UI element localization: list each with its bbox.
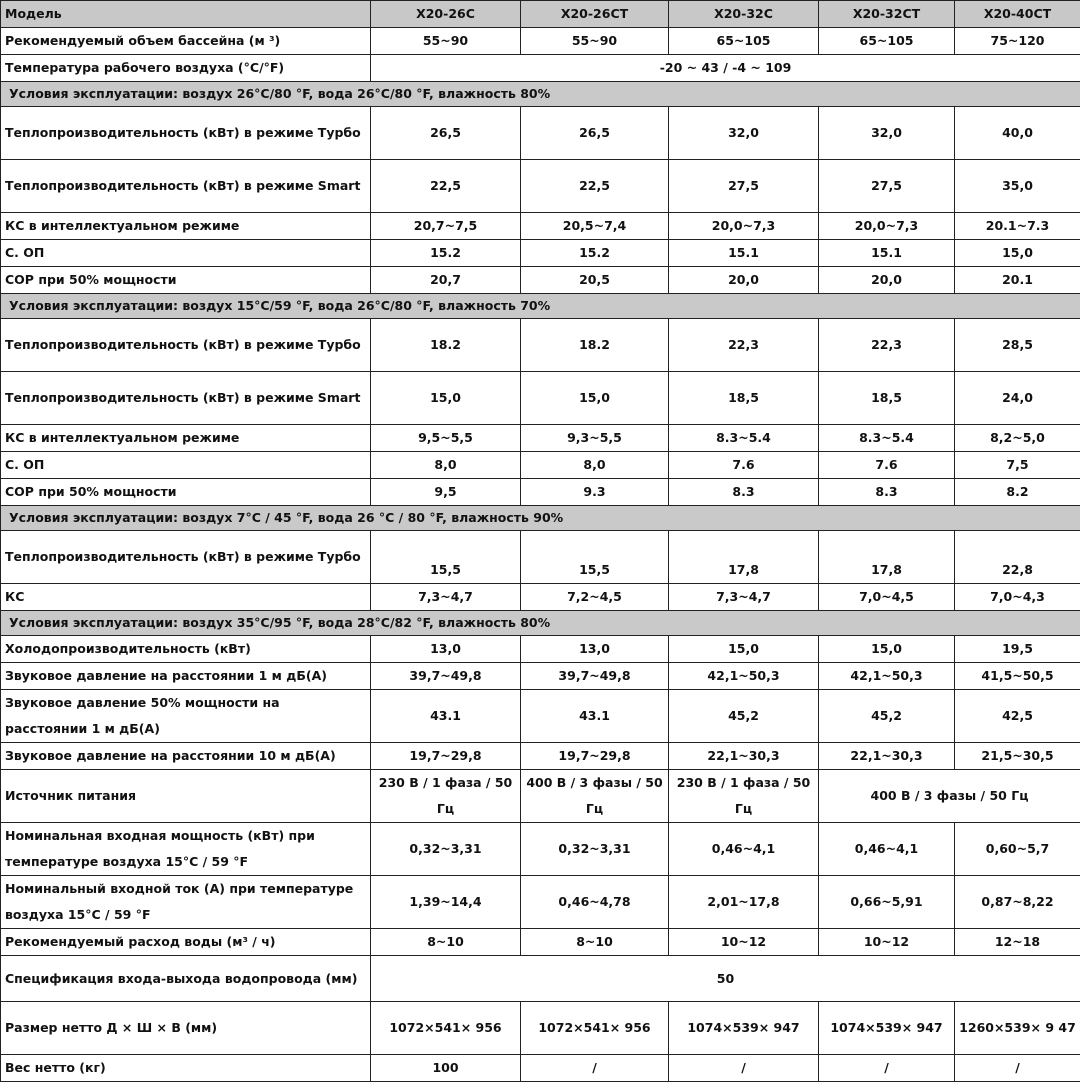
value-cell: 10~12 [819, 929, 955, 956]
table-row [1, 213, 1080, 240]
table-row [1, 876, 1080, 929]
value-cell: 22,3 [669, 319, 819, 372]
value-cell: 20,5~7,4 [521, 213, 669, 240]
value-cell: 100 [371, 1055, 521, 1082]
value-cell: 1074×539× 947 [669, 1002, 819, 1055]
value-cell: 22,5 [371, 160, 521, 213]
value-cell: 7,5 [955, 452, 1080, 479]
value-cell: 20,0~7,3 [819, 213, 955, 240]
row-label: С. ОП [1, 452, 371, 479]
value-cell: 18,5 [669, 372, 819, 425]
table-row [1, 107, 1080, 160]
value-cell: 15,5 [371, 531, 521, 584]
value-cell: 400 В / 3 фазы / 50 Гц [521, 770, 669, 823]
row-label: Теплопроизводительность (кВт) в режиме Турбо [1, 531, 371, 584]
table-row [1, 267, 1080, 294]
value-cell: 0,46~4,1 [819, 823, 955, 876]
row-label: КС в интеллектуальном режиме [1, 213, 371, 240]
row-label: Температура рабочего воздуха (°C/°F) [1, 55, 371, 82]
row-label: Теплопроизводительность (кВт) в режиме Турбо [1, 107, 371, 160]
value-cell: 1072×541× 956 [521, 1002, 669, 1055]
table-row [1, 28, 1080, 55]
value-cell: 18.2 [371, 319, 521, 372]
value-cell: / [819, 1055, 955, 1082]
value-cell: 65~105 [819, 28, 955, 55]
value-cell: 1074×539× 947 [819, 1002, 955, 1055]
value-cell: 20,0 [669, 267, 819, 294]
row-label: Звуковое давление 50% мощности на расстоянии 1 м дБ(А) [1, 690, 371, 743]
table-row [1, 770, 1080, 823]
value-cell: / [669, 1055, 819, 1082]
value-cell: 20,7~7,5 [371, 213, 521, 240]
value-cell: 15.2 [371, 240, 521, 267]
value-cell: 12~18 [955, 929, 1080, 956]
value-cell: 22,5 [521, 160, 669, 213]
value-cell: 7,2~4,5 [521, 584, 669, 611]
table-row [1, 663, 1080, 690]
value-cell: 9,5~5,5 [371, 425, 521, 452]
value-cell: 32,0 [669, 107, 819, 160]
value-cell: 15,0 [521, 372, 669, 425]
value-cell: 0,60~5,7 [955, 823, 1080, 876]
value-cell: / [955, 1055, 1080, 1082]
value-cell: 35,0 [955, 160, 1080, 213]
value-cell: 13,0 [521, 636, 669, 663]
value-cell: 8.2 [955, 479, 1080, 506]
table-row [1, 160, 1080, 213]
table-row [1, 823, 1080, 876]
value-cell: 8.3~5.4 [669, 425, 819, 452]
value-cell: 8~10 [521, 929, 669, 956]
table-row [1, 425, 1080, 452]
header-cell: X20-32CT [819, 1, 955, 28]
value-cell: 8,0 [521, 452, 669, 479]
value-cell: 45,2 [669, 690, 819, 743]
row-label: Звуковое давление на расстоянии 10 м дБ(А) [1, 743, 371, 770]
value-cell: 41,5~50,5 [955, 663, 1080, 690]
value-cell: 40,0 [955, 107, 1080, 160]
header-cell: Модель [1, 1, 371, 28]
value-cell: 15,5 [521, 531, 669, 584]
value-cell: 8.3 [819, 479, 955, 506]
row-label: КС [1, 584, 371, 611]
value-cell: 0,66~5,91 [819, 876, 955, 929]
row-label: Теплопроизводительность (кВт) в режиме Smart [1, 372, 371, 425]
value-cell: 0,46~4,78 [521, 876, 669, 929]
value-cell: 9,5 [371, 479, 521, 506]
value-cell: 7,3~4,7 [669, 584, 819, 611]
value-cell: 8,0 [371, 452, 521, 479]
value-cell: 15,0 [955, 240, 1080, 267]
value-cell: 7,0~4,5 [819, 584, 955, 611]
value-cell: 8,2~5,0 [955, 425, 1080, 452]
table-row [1, 956, 1080, 1002]
header-cell: X20-40CT [955, 1, 1080, 28]
value-cell: 17,8 [819, 531, 955, 584]
merged-cell: 400 В / 3 фазы / 50 Гц [819, 770, 1080, 823]
table-row [1, 1055, 1080, 1082]
row-label: Рекомендуемый расход воды (м³ / ч) [1, 929, 371, 956]
value-cell: 20,0~7,3 [669, 213, 819, 240]
value-cell: 13,0 [371, 636, 521, 663]
value-cell: 26,5 [371, 107, 521, 160]
value-cell: 19,7~29,8 [521, 743, 669, 770]
value-cell: 0,46~4,1 [669, 823, 819, 876]
value-cell: 22,8 [955, 531, 1080, 584]
value-cell: 10~12 [669, 929, 819, 956]
table-row [1, 636, 1080, 663]
value-cell: 15,0 [371, 372, 521, 425]
value-cell: 27,5 [669, 160, 819, 213]
value-cell: 43.1 [521, 690, 669, 743]
value-cell: 7.6 [819, 452, 955, 479]
value-cell: 2,01~17,8 [669, 876, 819, 929]
row-label: С. ОП [1, 240, 371, 267]
value-cell: 19,5 [955, 636, 1080, 663]
table-row [1, 584, 1080, 611]
value-cell: 0,32~3,31 [521, 823, 669, 876]
value-cell: 20,0 [819, 267, 955, 294]
row-label: Номинальный входной ток (А) при температуре воздуха 15°C / 59 °F [1, 876, 371, 929]
value-cell: 21,5~30,5 [955, 743, 1080, 770]
value-cell: 1,39~14,4 [371, 876, 521, 929]
value-cell: 9.3 [521, 479, 669, 506]
value-cell: 17,8 [669, 531, 819, 584]
value-cell: 26,5 [521, 107, 669, 160]
table-row [1, 531, 1080, 584]
section-row [1, 294, 1080, 319]
value-cell: 28,5 [955, 319, 1080, 372]
value-cell: 8.3 [669, 479, 819, 506]
row-label: Размер нетто Д × Ш × В (мм) [1, 1002, 371, 1055]
table-row [1, 319, 1080, 372]
row-label: Теплопроизводительность (кВт) в режиме Турбо [1, 319, 371, 372]
header-cell: X20-32C [669, 1, 819, 28]
merged-cell: 50 [371, 956, 1080, 1002]
value-cell: 230 В / 1 фаза / 50 Гц [371, 770, 521, 823]
value-cell: 1260×539× 9 47 [955, 1002, 1080, 1055]
value-cell: 27,5 [819, 160, 955, 213]
section-row [1, 506, 1080, 531]
value-cell: 42,5 [955, 690, 1080, 743]
value-cell: 20,5 [521, 267, 669, 294]
section-title: Условия эксплуатации: воздух 7°C / 45 °F, вода 26 °C / 80 °F, влажность 90% [1, 506, 1080, 531]
row-label: Источник питания [1, 770, 371, 823]
table-row [1, 372, 1080, 425]
value-cell: 18.2 [521, 319, 669, 372]
table-body [1, 28, 1080, 1082]
row-label: КС в интеллектуальном режиме [1, 425, 371, 452]
value-cell: 9,3~5,5 [521, 425, 669, 452]
row-label: Холодопроизводительность (кВт) [1, 636, 371, 663]
value-cell: 15.1 [669, 240, 819, 267]
table-row [1, 1002, 1080, 1055]
merged-cell: -20 ~ 43 / -4 ~ 109 [371, 55, 1080, 82]
value-cell: 15,0 [669, 636, 819, 663]
table-row [1, 240, 1080, 267]
value-cell: 65~105 [669, 28, 819, 55]
section-title: Условия эксплуатации: воздух 15°C/59 °F, вода 26°C/80 °F, влажность 70% [1, 294, 1080, 319]
row-label: Теплопроизводительность (кВт) в режиме Smart [1, 160, 371, 213]
value-cell: 15.1 [819, 240, 955, 267]
row-label: Вес нетто (кг) [1, 1055, 371, 1082]
value-cell: 15,0 [819, 636, 955, 663]
value-cell: 75~120 [955, 28, 1080, 55]
value-cell: 39,7~49,8 [521, 663, 669, 690]
table-row [1, 929, 1080, 956]
value-cell: 230 В / 1 фаза / 50 Гц [669, 770, 819, 823]
value-cell: 20.1 [955, 267, 1080, 294]
row-label: COP при 50% мощности [1, 479, 371, 506]
value-cell: 43.1 [371, 690, 521, 743]
value-cell: 15.2 [521, 240, 669, 267]
value-cell: 42,1~50,3 [669, 663, 819, 690]
value-cell: 42,1~50,3 [819, 663, 955, 690]
value-cell: 18,5 [819, 372, 955, 425]
table-row [1, 479, 1080, 506]
row-label: Рекомендуемый объем бассейна (м ³) [1, 28, 371, 55]
value-cell: 0,32~3,31 [371, 823, 521, 876]
section-title: Условия эксплуатации: воздух 26°C/80 °F, вода 26°C/80 °F, влажность 80% [1, 82, 1080, 107]
header-cell: X20-26C [371, 1, 521, 28]
value-cell: 22,1~30,3 [819, 743, 955, 770]
header-cell: X20-26CT [521, 1, 669, 28]
value-cell: 39,7~49,8 [371, 663, 521, 690]
row-label: COP при 50% мощности [1, 267, 371, 294]
header-row [1, 1, 1080, 28]
table-row [1, 690, 1080, 743]
row-label: Звуковое давление на расстоянии 1 м дБ(А) [1, 663, 371, 690]
value-cell: 8~10 [371, 929, 521, 956]
value-cell: 22,3 [819, 319, 955, 372]
section-row [1, 82, 1080, 107]
value-cell: 24,0 [955, 372, 1080, 425]
section-title: Условия эксплуатации: воздух 35°C/95 °F, вода 28°C/82 °F, влажность 80% [1, 611, 1080, 636]
value-cell: 8.3~5.4 [819, 425, 955, 452]
value-cell: 20.1~7.3 [955, 213, 1080, 240]
value-cell: 7,3~4,7 [371, 584, 521, 611]
section-row [1, 611, 1080, 636]
value-cell: 1072×541× 956 [371, 1002, 521, 1055]
table-row [1, 743, 1080, 770]
value-cell: 55~90 [371, 28, 521, 55]
value-cell: 20,7 [371, 267, 521, 294]
row-label: Номинальная входная мощность (кВт) при температуре воздуха 15°C / 59 °F [1, 823, 371, 876]
value-cell: 7.6 [669, 452, 819, 479]
value-cell: 32,0 [819, 107, 955, 160]
table-row [1, 452, 1080, 479]
value-cell: 55~90 [521, 28, 669, 55]
row-label: Спецификация входа-выхода водопровода (мм) [1, 956, 371, 1002]
value-cell: 19,7~29,8 [371, 743, 521, 770]
value-cell: 22,1~30,3 [669, 743, 819, 770]
value-cell: 45,2 [819, 690, 955, 743]
value-cell: / [521, 1055, 669, 1082]
value-cell: 0,87~8,22 [955, 876, 1080, 929]
table-row [1, 55, 1080, 82]
value-cell: 7,0~4,3 [955, 584, 1080, 611]
